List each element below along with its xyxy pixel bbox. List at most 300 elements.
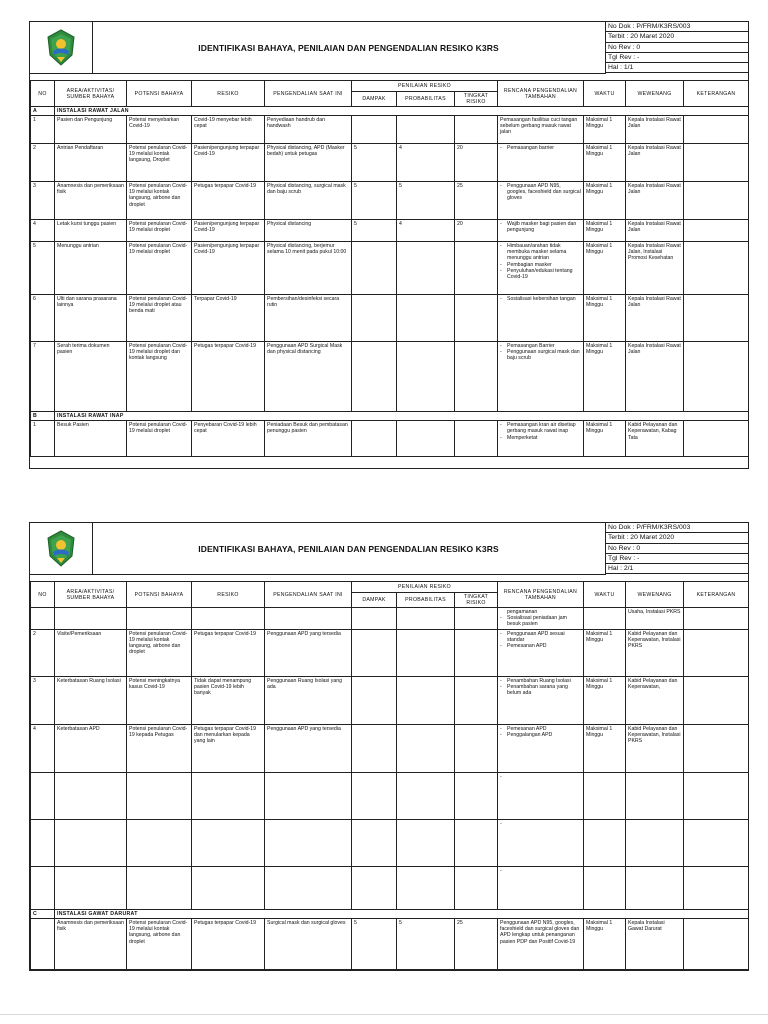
row-probabilitas [397, 242, 455, 295]
empty-cell [455, 608, 498, 630]
row-wewenang: Kepala Instalasi Rawat Jalan [626, 182, 684, 220]
table-row [31, 677, 749, 725]
row-waktu: Maksimal 1 Minggu [584, 295, 626, 342]
rencana-item: - Pemesanan APD [507, 726, 581, 732]
row-wewenang: Kepala Instalasi Rawat Jalan, Instalasi Promosi Kesehatan [626, 242, 684, 295]
table-header-row [31, 582, 749, 593]
col-header-potensi: POTENSI BAHAYA [127, 81, 192, 107]
row-dampak: 5 [352, 144, 397, 182]
col-header-tingkat: TINGKAT RISIKO [455, 593, 498, 608]
rencana-item: - Penambahan sarana yang belum ada [507, 684, 581, 696]
row-area: Serah terima dokumen pasien [55, 342, 127, 412]
row-wewenang: Kepala Instalasi Rawat Jalan [626, 220, 684, 242]
col-header-rencana: RENCANA PENGENDALIAN TAMBAHAN [498, 81, 584, 107]
empty-cell [192, 820, 265, 867]
institution-logo-icon [46, 530, 76, 568]
rencana-item: - Sosialisasi peniadaan jam besuk pasien [507, 615, 581, 627]
row-keterangan [684, 182, 749, 220]
table-row [31, 116, 749, 144]
col-header-dampak: DAMPAK [352, 593, 397, 608]
empty-cell [455, 773, 498, 820]
risk-table-page-1 [30, 80, 749, 457]
empty-cell [55, 608, 127, 630]
row-rencana [498, 342, 584, 412]
rencana-item: - Penggunaan surgical mask dan baju scrub [507, 349, 581, 361]
table-row [31, 242, 749, 295]
row-rencana [498, 116, 584, 144]
row-dampak [352, 116, 397, 144]
row-no: 2 [31, 630, 55, 677]
row-wewenang: Kepala Instalasi Rawat Jalan [626, 295, 684, 342]
empty-cell [192, 608, 265, 630]
empty-cell [397, 608, 455, 630]
meta-hal: Hal : 1/1 [606, 63, 748, 73]
rencana-item: - Sosialisasi kebersihan tangan [507, 296, 581, 302]
logo-cell [30, 523, 93, 575]
row-resiko: Pasien/pengunjung terpapar Covid-19 [192, 220, 265, 242]
col-header-keterangan: KETERANGAN [684, 81, 749, 107]
empty-cell [55, 820, 127, 867]
row-dampak: 5 [352, 182, 397, 220]
page-title: IDENTIFIKASI BAHAYA, PENILAIAN DAN PENGENDALIAN RESIKO K3RS [92, 22, 606, 74]
row-area: Visite/Pemeriksaan [55, 630, 127, 677]
row-resiko: Penyebaran Covid-19 lebih cepat [192, 421, 265, 457]
row-potensi: Potensi penularan Covid-19 melalui kontak langsung, Droplet [127, 144, 192, 182]
empty-cell [584, 608, 626, 630]
rencana-item: - Memperketat [507, 435, 581, 441]
row-rencana [498, 295, 584, 342]
row-keterangan [684, 919, 749, 970]
empty-cell [684, 608, 749, 630]
row-area: Menunggu antrian [55, 242, 127, 295]
row-keterangan [684, 116, 749, 144]
empty-cell [31, 773, 55, 820]
rencana-item: - Penggalangan APD [507, 732, 581, 738]
row-waktu: Maksimal 1 Minggu [584, 242, 626, 295]
row-probabilitas: 4 [397, 144, 455, 182]
empty-cell [55, 773, 127, 820]
row-dampak: 5 [352, 220, 397, 242]
document-page-2 [29, 522, 749, 971]
row-potensi: Potensi penularan Covid-19 melalui droplet [127, 220, 192, 242]
rencana-item: - Pemasangan kran air disetiap gerbang masuk rawat inap [507, 422, 581, 434]
empty-cell [192, 773, 265, 820]
rencana-item: - Pemesanan APD [507, 643, 581, 649]
row-area: Besuk Pasien [55, 421, 127, 457]
row-tingkat [455, 725, 498, 773]
row-waktu: Maksimal 1 Minggu [584, 421, 626, 457]
row-rencana: - [498, 773, 584, 820]
row-pengendalian: Penggunaan APD yang tersedia [265, 725, 352, 773]
row-wewenang: Usaha, Instalasi PKRS [626, 608, 684, 630]
empty-cell [455, 820, 498, 867]
row-potensi: Potensi penularan Covid-19 kepada Petugas [127, 725, 192, 773]
rencana-item: - Penggunaan APD N95, googles, faceshield dan surgical gloves [507, 183, 581, 201]
row-keterangan [684, 144, 749, 182]
empty-cell [55, 867, 127, 910]
row-potensi: Potensi penularan Covid-19 melalui kontak langsung, airbone dan droplet [127, 630, 192, 677]
row-potensi: Potensi penularan Covid-19 melalui kontak langsung, airbone dan droplet [127, 182, 192, 220]
col-header-dampak: DAMPAK [352, 92, 397, 107]
row-tingkat [455, 677, 498, 725]
row-probabilitas: 5 [397, 182, 455, 220]
row-area: Keterbatasan APD [55, 725, 127, 773]
row-resiko: Pasien/pengunjung terpapar Covid-19 [192, 144, 265, 182]
row-no: 4 [31, 220, 55, 242]
table-row [31, 919, 749, 970]
meta-terbit: Terbit : 20 Maret 2020 [606, 32, 748, 42]
row-wewenang: Kepala Instalasi Rawat Jalan [626, 144, 684, 182]
meta-no-dok: No Dok : P/FRM/K3RS/003 [606, 22, 748, 32]
row-no: 1 [31, 116, 55, 144]
rencana-text: Penggunaan APD N95, googles, faceshield dan surgical gloves dan APD lengkap untuk penanganan pasien PDP dan Positif Covid-19 [500, 920, 580, 945]
row-potensi: Potensi penularan Covid-19 melalui droplet [127, 242, 192, 295]
empty-cell [265, 773, 352, 820]
empty-cell [684, 773, 749, 820]
row-potensi: Potensi penularan Covid-19 melalui droplet [127, 421, 192, 457]
empty-cell [584, 820, 626, 867]
col-header-penilaian: PENILAIAN RESIKO [352, 582, 498, 593]
empty-cell [127, 773, 192, 820]
row-waktu: Maksimal 1 Minggu [584, 630, 626, 677]
rencana-list [500, 145, 581, 151]
row-keterangan [684, 342, 749, 412]
row-dampak [352, 242, 397, 295]
row-potensi: Potensi penularan Covid-19 melalui droplet dan kontak langsung [127, 342, 192, 412]
empty-cell [265, 867, 352, 910]
row-dampak [352, 342, 397, 412]
row-dampak [352, 295, 397, 342]
row-area: Antrian Pendaftaran [55, 144, 127, 182]
empty-row [31, 773, 749, 820]
empty-cell [626, 773, 684, 820]
row-dampak [352, 630, 397, 677]
row-pengendalian: Physical distancing, surgical mask dan baju scrub [265, 182, 352, 220]
row-waktu: Maksimal 1 Minggu [584, 725, 626, 773]
row-pengendalian: Penggunaan Ruang Isolasi yang ada [265, 677, 352, 725]
row-probabilitas: 4 [397, 220, 455, 242]
table-row [31, 342, 749, 412]
empty-cell [352, 608, 397, 630]
row-rencana [498, 677, 584, 725]
rencana-item: - Penggunaan APD sesuai standar [507, 631, 581, 643]
row-waktu: Maksimal 1 Minggu [584, 919, 626, 970]
section-row [31, 910, 749, 919]
row-tingkat [455, 421, 498, 457]
row-dampak: 5 [352, 919, 397, 970]
row-rencana [498, 421, 584, 457]
rencana-list [500, 296, 581, 302]
row-resiko: Petugas terpapar Covid-19 [192, 342, 265, 412]
empty-row [31, 820, 749, 867]
row-no [31, 919, 55, 970]
empty-cell [192, 867, 265, 910]
rencana-list [500, 422, 581, 440]
row-probabilitas [397, 421, 455, 457]
row-no: 2 [31, 144, 55, 182]
row-potensi: Potensi penularan Covid-19 melalui kontak langsung, airbone dan droplet [127, 919, 192, 970]
row-waktu: Maksimal 1 Minggu [584, 220, 626, 242]
col-header-probabilitas: PROBABILITAS [397, 593, 455, 608]
rencana-item: - Penyuluhan/edukasi tentang Covid-19 [507, 268, 581, 280]
row-rencana [498, 182, 584, 220]
row-potensi: Potensi menyebarkan Covid-19 [127, 116, 192, 144]
row-pengendalian: Physical distancing, APD (Masker bedah) untuk petugas [265, 144, 352, 182]
rencana-list [500, 221, 581, 233]
empty-cell [584, 867, 626, 910]
table-row [31, 295, 749, 342]
rencana-item: - Pembagian masker [507, 262, 581, 268]
row-tingkat: 20 [455, 144, 498, 182]
continuation-row [31, 608, 749, 630]
meta-no-rev: No Rev : 0 [606, 544, 748, 554]
col-header-waktu: WAKTU [584, 582, 626, 608]
row-tingkat: 25 [455, 182, 498, 220]
row-pengendalian: Pembersihan/desinfeksi secara rutin [265, 295, 352, 342]
row-dampak [352, 421, 397, 457]
rencana-item: - Penambahan Ruang Isolasi [507, 678, 581, 684]
empty-cell [626, 820, 684, 867]
col-header-area: AREA/AKTIVITAS/ SUMBER BAHAYA [55, 582, 127, 608]
logo-cell [30, 22, 93, 74]
empty-cell [265, 608, 352, 630]
empty-cell [352, 820, 397, 867]
row-rencana [498, 919, 584, 970]
institution-logo-icon [46, 29, 76, 67]
row-no: 3 [31, 182, 55, 220]
empty-cell [626, 867, 684, 910]
table-row [31, 144, 749, 182]
row-area: Letak kursi tunggu pasien [55, 220, 127, 242]
row-rencana [498, 630, 584, 677]
meta-terbit: Terbit : 20 Maret 2020 [606, 533, 748, 543]
rencana-list [500, 726, 581, 738]
row-rencana: - [498, 867, 584, 910]
row-tingkat: 20 [455, 220, 498, 242]
row-no: 6 [31, 295, 55, 342]
col-header-potensi: POTENSI BAHAYA [127, 582, 192, 608]
section-code: C [31, 910, 55, 919]
page-divider [0, 1014, 768, 1015]
section-code: A [31, 107, 55, 116]
row-probabilitas [397, 677, 455, 725]
row-probabilitas: 5 [397, 919, 455, 970]
rencana-list [500, 243, 581, 280]
row-keterangan [684, 725, 749, 773]
row-resiko: Petugas terpapar Covid-19 dan menularkan kepada yang lain [192, 725, 265, 773]
row-resiko: Petugas terpapar Covid-19 [192, 182, 265, 220]
row-probabilitas [397, 725, 455, 773]
document-page-1 [29, 21, 749, 469]
rencana-item: - Pemasangan Barrier [507, 343, 581, 349]
rencana-item: pengamanan [507, 609, 538, 616]
row-wewenang: Kabid Pelayanan dan Keperawatan, Kabag Tata [626, 421, 684, 457]
section-code: B [31, 412, 55, 421]
row-rencana: - [498, 820, 584, 867]
row-pengendalian: Peniadaan Besuk dan pembatasan penunggu pasien [265, 421, 352, 457]
col-header-tingkat: TINGKAT RISIKO [455, 92, 498, 107]
row-pengendalian: Penggunaan APD yang tersedia [265, 630, 352, 677]
row-wewenang: Kepala Instalasi Rawat Jalan [626, 116, 684, 144]
col-header-keterangan: KETERANGAN [684, 582, 749, 608]
empty-cell [31, 608, 55, 630]
meta-hal: Hal : 2/1 [606, 564, 748, 574]
row-wewenang: Kabid Pelayanan dan Keperawatan, Instalasi PKRS [626, 725, 684, 773]
rencana-text: Pemasangan fasilitas cuci tangan sebelum gerbang masuk rawat jalan [500, 117, 578, 136]
row-potensi: Potensi penularan Covid-19 melalui droplet atau benda mati [127, 295, 192, 342]
row-wewenang: Kabid Pelayanan dan Keperawatan, [626, 677, 684, 725]
page-title: IDENTIFIKASI BAHAYA, PENILAIAN DAN PENGENDALIAN RESIKO K3RS [92, 523, 606, 575]
section-label: INSTALASI RAWAT JALAN [55, 107, 749, 116]
empty-cell [397, 867, 455, 910]
row-keterangan [684, 242, 749, 295]
empty-cell [31, 867, 55, 910]
row-potensi: Potensi meningkatnya kasus Covid-19 [127, 677, 192, 725]
row-no: 7 [31, 342, 55, 412]
row-waktu: Maksimal 1 Minggu [584, 677, 626, 725]
row-no: 3 [31, 677, 55, 725]
document-header [30, 523, 748, 575]
empty-cell [127, 608, 192, 630]
document-header [30, 22, 748, 74]
rencana-list [500, 183, 581, 201]
table-row [31, 725, 749, 773]
row-rencana [498, 608, 584, 630]
row-keterangan [684, 421, 749, 457]
empty-cell [127, 867, 192, 910]
meta-no-rev: No Rev : 0 [606, 43, 748, 53]
meta-no-dok: No Dok : P/FRM/K3RS/003 [606, 523, 748, 533]
rencana-list [500, 678, 581, 696]
col-header-waktu: WAKTU [584, 81, 626, 107]
row-area: Anamnesis dan pemeriksaan fisik [55, 919, 127, 970]
empty-cell [684, 867, 749, 910]
row-waktu: Maksimal 1 Minggu [584, 144, 626, 182]
rencana-list [500, 631, 581, 649]
row-area: Anamnesis dan pemeriksaan fisik [55, 182, 127, 220]
row-pengendalian: Penyediaan handrub dan handwash [265, 116, 352, 144]
row-tingkat [455, 630, 498, 677]
table-header-row [31, 81, 749, 92]
row-tingkat [455, 116, 498, 144]
row-resiko: Covid-19 menyebar lebih cepat [192, 116, 265, 144]
row-probabilitas [397, 342, 455, 412]
row-dampak [352, 677, 397, 725]
empty-cell [352, 867, 397, 910]
row-resiko: Pasien/pengunjung terpapar Covid-19 [192, 242, 265, 295]
table-row [31, 220, 749, 242]
rencana-item: - Pemasangan barrier [507, 145, 581, 151]
col-header-rencana: RENCANA PENGENDALIAN TAMBAHAN [498, 582, 584, 608]
row-probabilitas [397, 116, 455, 144]
empty-cell [352, 773, 397, 820]
rencana-item: - Wajib masker bagi pasien dan pengunjung [507, 221, 581, 233]
table-row [31, 182, 749, 220]
row-no: 4 [31, 725, 55, 773]
meta-tgl-rev: Tgl Rev : - [606, 53, 748, 63]
empty-cell [455, 867, 498, 910]
empty-cell [684, 820, 749, 867]
meta-tgl-rev: Tgl Rev : - [606, 554, 748, 564]
empty-cell [127, 820, 192, 867]
row-pengendalian: Physical distancing, berjemur selama 10 menit pada pukul 10:00 [265, 242, 352, 295]
row-rencana [498, 220, 584, 242]
row-no: 1 [31, 421, 55, 457]
row-wewenang: Kepala Instalasi Rawat Jalan [626, 342, 684, 412]
col-header-no: NO [31, 81, 55, 107]
col-header-pengendalian: PENGENDALIAN SAAT INI [265, 582, 352, 608]
row-keterangan [684, 220, 749, 242]
col-header-resiko: RESIKO [192, 582, 265, 608]
row-rencana [498, 144, 584, 182]
col-header-wewenang: WEWENANG [626, 582, 684, 608]
document-meta [606, 523, 748, 574]
row-waktu: Maksimal 1 Minggu [584, 116, 626, 144]
document-meta [606, 22, 748, 73]
row-resiko: Petugas terpapar Covid-19 [192, 919, 265, 970]
section-label: INSTALASI RAWAT INAP [55, 412, 749, 421]
col-header-resiko: RESIKO [192, 81, 265, 107]
col-header-area: AREA/AKTIVITAS/ SUMBER BAHAYA [55, 81, 127, 107]
col-header-probabilitas: PROBABILITAS [397, 92, 455, 107]
rencana-list [500, 343, 581, 361]
row-waktu: Maksimal 1 Minggu [584, 342, 626, 412]
row-area: Pasien dan Pengunjung [55, 116, 127, 144]
empty-cell [397, 773, 455, 820]
col-header-no: NO [31, 582, 55, 608]
row-waktu: Maksimal 1 Minggu [584, 182, 626, 220]
row-tingkat [455, 295, 498, 342]
col-header-wewenang: WEWENANG [626, 81, 684, 107]
section-label: INSTALASI GAWAT DARURAT [55, 910, 749, 919]
empty-row [31, 867, 749, 910]
empty-cell [31, 820, 55, 867]
section-row [31, 107, 749, 116]
row-keterangan [684, 677, 749, 725]
col-header-pengendalian: PENGENDALIAN SAAT INI [265, 81, 352, 107]
risk-table-page-2 [30, 581, 749, 970]
section-row [31, 412, 749, 421]
row-wewenang: Kabid Pelayanan dan Keperawatan, Instalasi PKRS [626, 630, 684, 677]
row-pengendalian: Penggunaan APD Surgical Mask dan physical distancing [265, 342, 352, 412]
row-tingkat: 25 [455, 919, 498, 970]
row-wewenang: Kepala Instalasi Gawat Darurat [626, 919, 684, 970]
rencana-list [500, 609, 581, 627]
row-probabilitas [397, 630, 455, 677]
rencana-item: - Himbauan/arahan tidak membuka masker selama menunggu antrian [507, 243, 581, 261]
row-rencana [498, 242, 584, 295]
row-keterangan [684, 630, 749, 677]
table-row [31, 421, 749, 457]
row-resiko: Tidak dapat menampung pasien Covid-19 lebih banyak [192, 677, 265, 725]
empty-cell [265, 820, 352, 867]
row-keterangan [684, 295, 749, 342]
row-no: 5 [31, 242, 55, 295]
row-resiko: Terpapar Covid-19 [192, 295, 265, 342]
empty-cell [584, 773, 626, 820]
row-rencana [498, 725, 584, 773]
row-tingkat [455, 342, 498, 412]
row-probabilitas [397, 295, 455, 342]
row-dampak [352, 725, 397, 773]
table-row [31, 630, 749, 677]
row-area: Keterbatasan Ruang Isolasi [55, 677, 127, 725]
row-pengendalian: Surgical mask dan surgical gloves [265, 919, 352, 970]
row-resiko: Petugas terpapar Covid-19 [192, 630, 265, 677]
col-header-penilaian: PENILAIAN RESIKO [352, 81, 498, 92]
row-pengendalian: Physical distancing [265, 220, 352, 242]
row-area: Ulti dan sarana prasarana lainnya [55, 295, 127, 342]
